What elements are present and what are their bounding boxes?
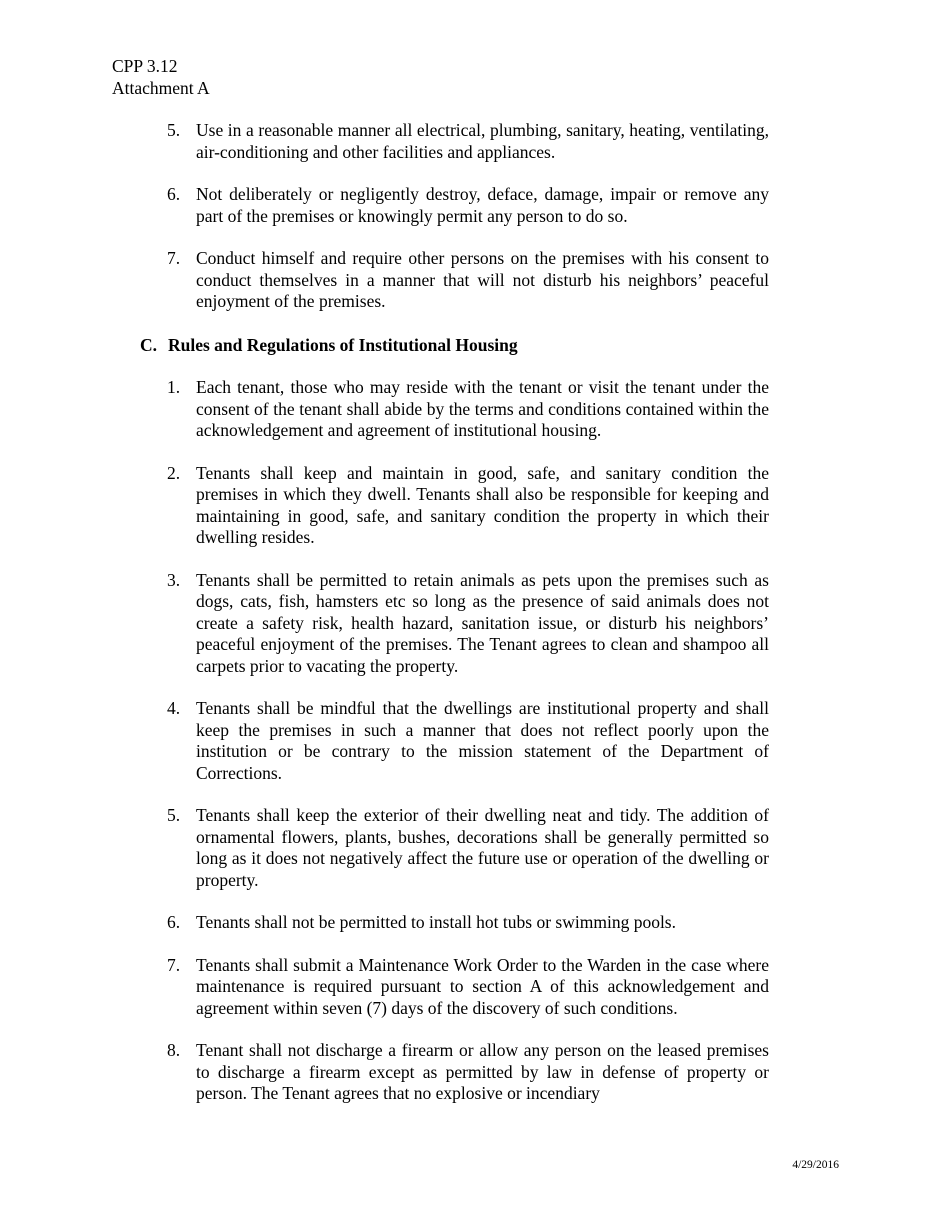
item-number: 5. bbox=[167, 805, 181, 825]
list-top bbox=[0, 120, 950, 334]
section-heading bbox=[140, 335, 518, 357]
item-text: Not deliberately or negligently destroy, deface, damage, impair or remove any part of the premises or knowingly permit any person to do so. bbox=[196, 184, 769, 226]
document-header bbox=[112, 56, 210, 99]
item-number: 6. bbox=[167, 184, 181, 204]
item-number: 8. bbox=[167, 1040, 181, 1060]
list-item bbox=[0, 120, 950, 163]
section-letter: C. bbox=[140, 335, 158, 355]
policy-number: CPP 3.12 bbox=[112, 56, 178, 76]
list-item bbox=[0, 1040, 950, 1105]
list-item bbox=[0, 184, 950, 227]
item-text: Tenants shall keep and maintain in good, safe, and sanitary condition the premises in which they dwell. Tenants shall also be responsible for keeping and maintaining in good, safe, and sanitary condition the property in which their dwelling resides. bbox=[196, 462, 769, 547]
item-text: Tenant shall not discharge a firearm or allow any person on the leased premises to discharge a firearm except as permitted by law in defense of property or person. The Tenant agrees that no explosive or incendiary bbox=[196, 1040, 769, 1103]
item-number: 7. bbox=[167, 248, 181, 268]
item-number: 5. bbox=[167, 120, 181, 140]
item-text: Conduct himself and require other persons on the premises with his consent to conduct themselves in a manner that will not disturb his neighbors’ peaceful enjoyment of the premises. bbox=[196, 248, 769, 311]
section-title: Rules and Regulations of Institutional Housing bbox=[168, 335, 518, 355]
attachment-label: Attachment A bbox=[112, 77, 210, 98]
item-number: 3. bbox=[167, 569, 181, 590]
item-text: Tenants shall be permitted to retain animals as pets upon the premises such as dogs, cats, fish, hamsters etc so long as the presence of said animals does not create a safety risk, health hazard, sanitation issue, or disturb his neighbors’ peaceful enjoyment of the premises. The Tenant agrees to clean and shampoo all carpets prior to vacating the property. bbox=[196, 569, 769, 676]
item-number: 1. bbox=[167, 377, 181, 397]
list-item bbox=[0, 955, 950, 1020]
item-number: 4. bbox=[167, 698, 181, 718]
list-item bbox=[0, 377, 950, 442]
list-item bbox=[0, 698, 950, 784]
item-text: Use in a reasonable manner all electrical, plumbing, sanitary, heating, ventilating, air-conditioning and other facilities and appliances. bbox=[196, 120, 769, 162]
item-number: 7. bbox=[167, 954, 181, 975]
list-section-c bbox=[0, 377, 950, 1126]
item-text: Tenants shall keep the exterior of their dwelling neat and tidy. The addition of ornamental flowers, plants, bushes, decorations shall be generally permitted so long as it does not negatively affect the future use or operation of the dwelling or property. bbox=[196, 805, 769, 890]
item-text: Each tenant, those who may reside with the tenant or visit the tenant under the consent of the tenant shall abide by the terms and conditions contained within the acknowledgement and agreement of institutional housing. bbox=[196, 377, 769, 440]
item-text: Tenants shall not be permitted to install hot tubs or swimming pools. bbox=[196, 912, 676, 932]
list-item bbox=[0, 463, 950, 549]
footer-date: 4/29/2016 bbox=[792, 1159, 839, 1171]
list-item bbox=[0, 248, 950, 313]
item-number: 6. bbox=[167, 912, 181, 932]
item-text: Tenants shall be mindful that the dwellings are institutional property and shall keep the premises in such a manner that does not reflect poorly upon the institution or be contrary to the mission statement of the Department of Corrections. bbox=[196, 698, 769, 783]
list-item bbox=[0, 912, 950, 934]
list-item bbox=[0, 805, 950, 891]
item-text: Tenants shall submit a Maintenance Work Order to the Warden in the case where maintenance is required pursuant to section A of this acknowledgement and agreement within seven (7) days of the discovery of such conditions. bbox=[196, 954, 769, 1018]
list-item bbox=[0, 570, 950, 678]
item-number: 2. bbox=[167, 462, 181, 483]
